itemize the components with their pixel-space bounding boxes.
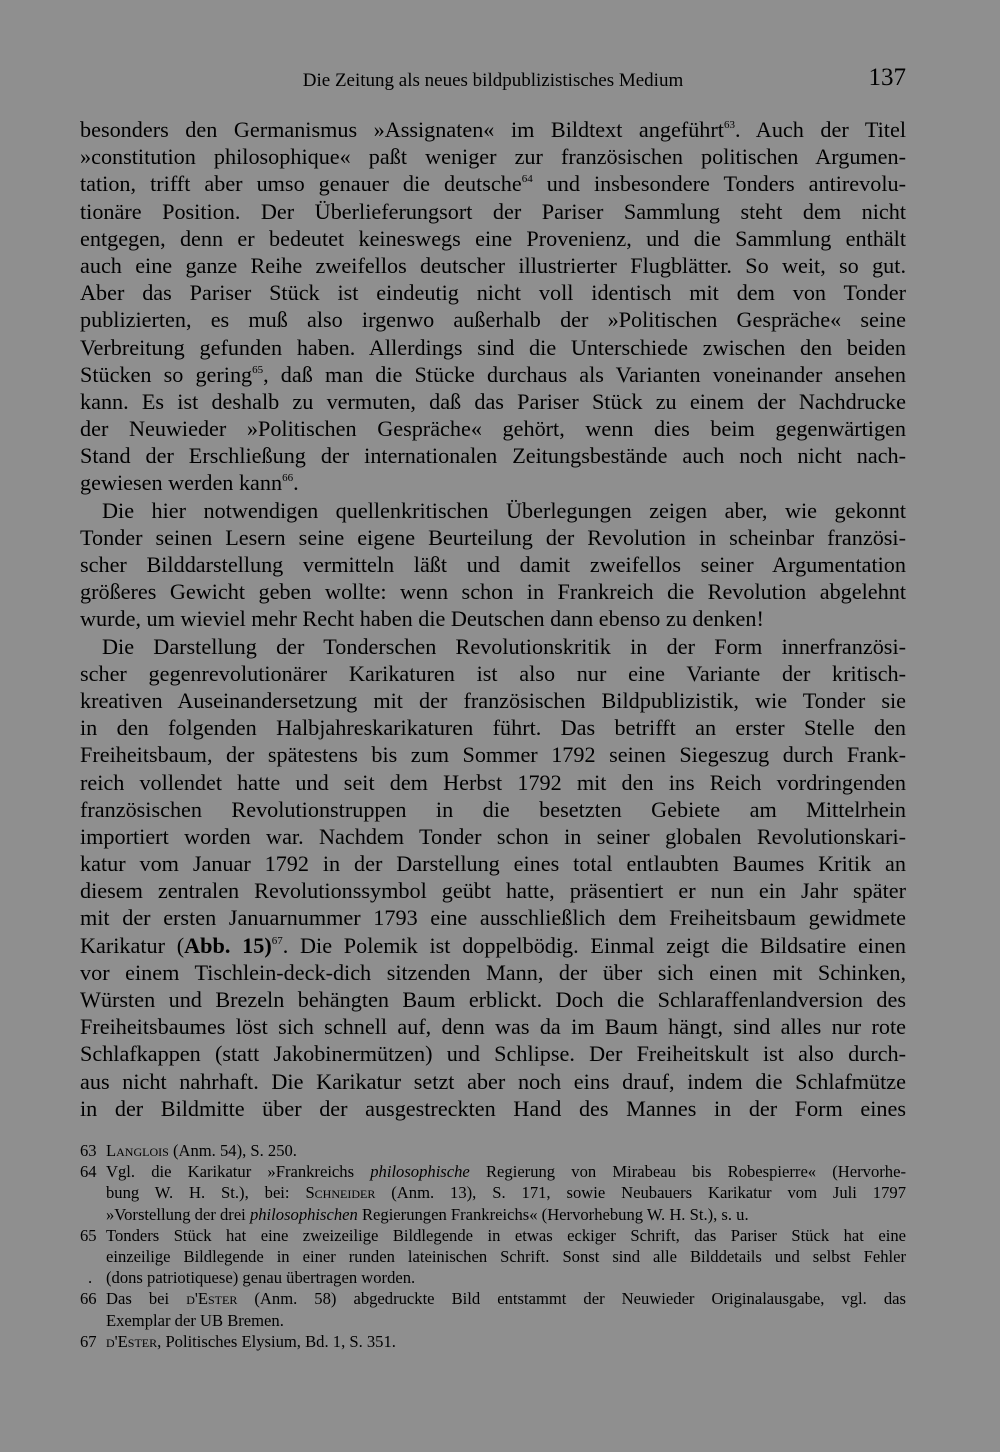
author-name: Schneider xyxy=(305,1183,376,1203)
footnote-marker: 65 xyxy=(252,363,264,376)
line-text: gewiesen werden kann xyxy=(80,470,283,496)
text-line xyxy=(80,605,906,632)
line-text: französischen Revolutionstruppen in die besetzten Gebiete am Mittelrhein xyxy=(80,796,906,822)
line-text: Karikatur ( xyxy=(80,932,185,958)
text-line xyxy=(80,116,906,143)
footnote-line xyxy=(106,1288,906,1309)
footnote-number: 64 xyxy=(80,1162,97,1182)
footnote-text: bung W. H. St.), bei: xyxy=(106,1183,306,1203)
footnote-text: einzeilige Bildlegende in einer runden lateinischen Schrift. Sonst sind alle Bilddetails und selbst Fehler xyxy=(106,1246,906,1266)
running-title: Die Zeitung als neues bildpublizistisches Medium xyxy=(302,70,684,91)
footnote-marker: 67 xyxy=(271,934,283,947)
line-text: der Neuwieder »Politischen Gespräche« gehört, wenn dies beim gegenwärtigen xyxy=(80,416,906,442)
line-text: Aber das Pariser Stück ist eindeutig nicht voll identisch mit dem von Tonder xyxy=(80,280,906,306)
footnote-marker: 63 xyxy=(723,119,735,131)
footnote-number: 63 xyxy=(80,1141,97,1160)
line-text: kann. Es ist deshalb zu vermuten, daß das Pariser Stück zu einem der Nachdrucke xyxy=(80,388,906,414)
footnote xyxy=(80,1140,906,1161)
text-line xyxy=(80,497,906,524)
footnote-line xyxy=(106,1182,906,1203)
text-line xyxy=(80,198,906,225)
text-line xyxy=(80,741,906,768)
footnote-text: Exemplar der UB Bremen. xyxy=(106,1310,284,1330)
text-line xyxy=(80,279,906,306)
line-text: Verbreitung gefunden haben. Allerdings sind die Unterschiede zwischen den beiden xyxy=(80,334,906,360)
footnote-line xyxy=(106,1331,906,1352)
footnote-line xyxy=(106,1310,906,1331)
line-text: in den folgenden Halbjahreskarikaturen führt. Das betrifft an erster Stelle den xyxy=(80,715,906,741)
line-text: tionäre Position. Der Überlieferungsort der Pariser Sammlung steht dem nicht xyxy=(80,198,906,224)
line-text: Die hier notwendigen quellenkritischen Überlegungen zeigen aber, wie gekonnt xyxy=(102,497,906,523)
main-text xyxy=(80,116,906,1122)
line-text: entgegen, denn er bedeutet keineswegs eine Provenienz, und die Sammlung enthält xyxy=(80,225,906,251)
line-text: katur vom Januar 1792 in der Darstellung eines total entlaubten Baumes Kritik an xyxy=(80,851,906,877)
footnote xyxy=(80,1161,906,1225)
line-text: Tonder seinen Lesern seine eigene Beurteilung der Revolution in scheinbar französi- xyxy=(80,524,906,550)
line-text: vor einem Tischlein-deck-dich sitzenden Mann, der über sich einen mit Schinken, xyxy=(80,959,906,985)
text-line xyxy=(80,660,906,687)
line-text: publizierten, es muß also irgenwo außerhalb der »Politischen Gespräche« seine xyxy=(80,307,906,333)
text-line xyxy=(80,578,906,605)
text-line xyxy=(80,959,906,986)
line-text: auch eine ganze Reihe zweifellos deutscher illustrierter Flugblätter. So weit, so gut. xyxy=(80,252,906,278)
footnote-number: 65 xyxy=(80,1225,97,1245)
footnote-line xyxy=(106,1140,906,1161)
line-text: Stücken so gering xyxy=(80,361,253,387)
line-text: Würsten und Brezeln behängten Baum erblickt. Doch die Schlaraffenlandversion des xyxy=(80,987,906,1012)
footnote-marker: 66 xyxy=(282,472,294,485)
line-text: reich vollendet hatte und seit dem Herbst 1792 mit den ins Reich vordringenden xyxy=(80,769,906,795)
line-text: »constitution philosophique« paßt weniger zur französischen politischen Argumen- xyxy=(80,144,906,170)
footnote-text: (dons patriotiquese) genau übertragen worden. xyxy=(106,1268,416,1288)
text-line xyxy=(80,170,906,197)
footnote-text: Das bei xyxy=(106,1289,187,1309)
text-line xyxy=(80,442,906,469)
footnote-number: 66 xyxy=(80,1289,97,1309)
line-text: Stand der Erschließung der internationalen Zeitungsbestände auch noch nicht nach- xyxy=(80,443,906,469)
footnotes xyxy=(80,1140,906,1352)
running-header xyxy=(80,62,906,96)
footnote xyxy=(80,1288,906,1330)
text-line xyxy=(80,469,906,496)
footnote-text: Regierungen Frankreichs« (Hervorhebung W. H. St.), s. u. xyxy=(357,1204,749,1224)
text-line xyxy=(80,850,906,877)
text-line xyxy=(80,687,906,714)
emphasis: philosophische xyxy=(370,1162,470,1182)
line-text: . Die Polemik ist doppelbödig. Einmal zeigt die Bildsatire einen xyxy=(282,932,907,958)
line-text: größeres Gewicht geben wollte: wenn schon in Frankreich die Revolution abgelehnt xyxy=(80,579,906,605)
line-text: Freiheitsbaumes löst sich schnell auf, denn was da im Baum hängt, sind alles nur rote xyxy=(80,1014,906,1040)
text-line xyxy=(80,633,906,660)
line-text: Freiheitsbaum, der spätestens bis zum Sommer 1792 seinen Siegeszug durch Frank- xyxy=(80,742,906,768)
text-line xyxy=(80,225,906,252)
text-line xyxy=(80,388,906,415)
footnote-line xyxy=(88,1267,906,1288)
line-text: wurde, um wieviel mehr Recht haben die Deutschen dann ebenso zu denken! xyxy=(80,606,764,632)
footnote-text: Tonders Stück hat eine zweizeilige Bildlegende in etwas eckiger Schrift, das Pariser Stück hat eine xyxy=(106,1225,906,1245)
footnote-text: (Anm. 54), S. 250. xyxy=(168,1141,297,1160)
stray-mark: . xyxy=(88,1268,93,1288)
line-text: scher Bilddarstellung vermitteln läßt und damit zweifellos seiner Argumentation xyxy=(80,552,906,577)
text-line xyxy=(80,1068,906,1095)
line-text: Schlafkappen (statt Jakobinermützen) und Schlipse. Der Freiheitskult ist also durch- xyxy=(80,1041,906,1067)
footnote xyxy=(80,1331,906,1352)
text-line xyxy=(80,823,906,850)
text-line xyxy=(80,714,906,741)
text-line xyxy=(80,877,906,904)
author-name: Langlois xyxy=(106,1141,169,1160)
text-line xyxy=(80,1095,906,1122)
footnote-line xyxy=(106,1246,906,1267)
text-line xyxy=(80,986,906,1013)
footnote-text: , Politisches Elysium, Bd. 1, S. 351. xyxy=(157,1331,396,1351)
line-text: mit der ersten Januarnummer 1793 eine ausschließlich dem Freiheitsbaum gewidmete xyxy=(80,905,906,931)
line-text: . xyxy=(293,470,299,496)
line-text: scher gegenrevolutionärer Karikaturen ist also nur eine Variante der kritisch- xyxy=(80,660,906,686)
line-text: . Auch der Titel xyxy=(734,117,906,142)
text-line xyxy=(80,932,906,959)
text-line xyxy=(80,1013,906,1040)
line-text: Die Darstellung der Tonderschen Revolutionskritik in der Form innerfranzösi- xyxy=(102,633,906,659)
author-name: d'Ester xyxy=(106,1331,158,1351)
text-line xyxy=(80,361,906,388)
text-line xyxy=(80,415,906,442)
text-line xyxy=(80,769,906,796)
footnote-line xyxy=(106,1204,906,1225)
footnote xyxy=(80,1225,906,1289)
text-line xyxy=(80,252,906,279)
line-text: , daß man die Stücke durchaus als Varianten voneinander ansehen xyxy=(263,361,906,387)
text-line xyxy=(80,551,906,578)
text-line xyxy=(80,524,906,551)
page-number: 137 xyxy=(868,64,906,91)
footnote-text: (Anm. 13), S. 171, sowie Neubauers Karikatur vom Juli 1797 xyxy=(375,1183,906,1203)
author-name: d'Ester xyxy=(186,1289,238,1309)
line-text: besonders den Germanismus »Assignaten« im Bildtext angeführt xyxy=(80,117,724,142)
text-line xyxy=(80,796,906,823)
text-line xyxy=(80,143,906,170)
footnote-number: 67 xyxy=(80,1331,97,1351)
footnote-text: Regierung von Mirabeau bis Robespierre« (Hervorhe- xyxy=(469,1162,906,1182)
footnote-marker: 64 xyxy=(521,173,533,186)
line-text: in der Bildmitte über der ausgestreckten Hand des Mannes in der Form eines xyxy=(80,1095,906,1121)
line-text: tation, trifft aber umso genauer die deutsche xyxy=(80,171,522,197)
line-text: und insbesondere Tonders antirevolu- xyxy=(532,171,906,197)
text-line xyxy=(80,334,906,361)
line-text: diesem zentralen Revolutionssymbol geübt hatte, präsentiert er nun ein Jahr später xyxy=(80,878,906,904)
footnote-text: Vgl. die Karikatur »Frankreichs xyxy=(106,1162,371,1182)
footnote-text: (Anm. 58) abgedruckte Bild entstammt der Neuwieder Originalausgabe, vgl. das xyxy=(237,1289,906,1309)
text-line xyxy=(80,904,906,931)
footnote-text: »Vorstellung der drei xyxy=(106,1204,250,1224)
text-line xyxy=(80,306,906,333)
line-text: importiert worden war. Nachdem Tonder schon in seiner globalen Revolutionskari- xyxy=(80,823,906,849)
footnote-line xyxy=(106,1225,906,1246)
line-text: aus nicht nahrhaft. Die Karikatur setzt aber noch eins drauf, indem die Schlafmütze xyxy=(80,1068,906,1094)
text-line xyxy=(80,1040,906,1067)
figure-reference: Abb. 15) xyxy=(184,932,272,958)
emphasis: philosophischen xyxy=(249,1204,358,1224)
line-text: kreativen Auseinandersetzung mit der französischen Bildpublizistik, wie Tonder sie xyxy=(80,687,906,713)
footnote-line xyxy=(106,1161,906,1182)
